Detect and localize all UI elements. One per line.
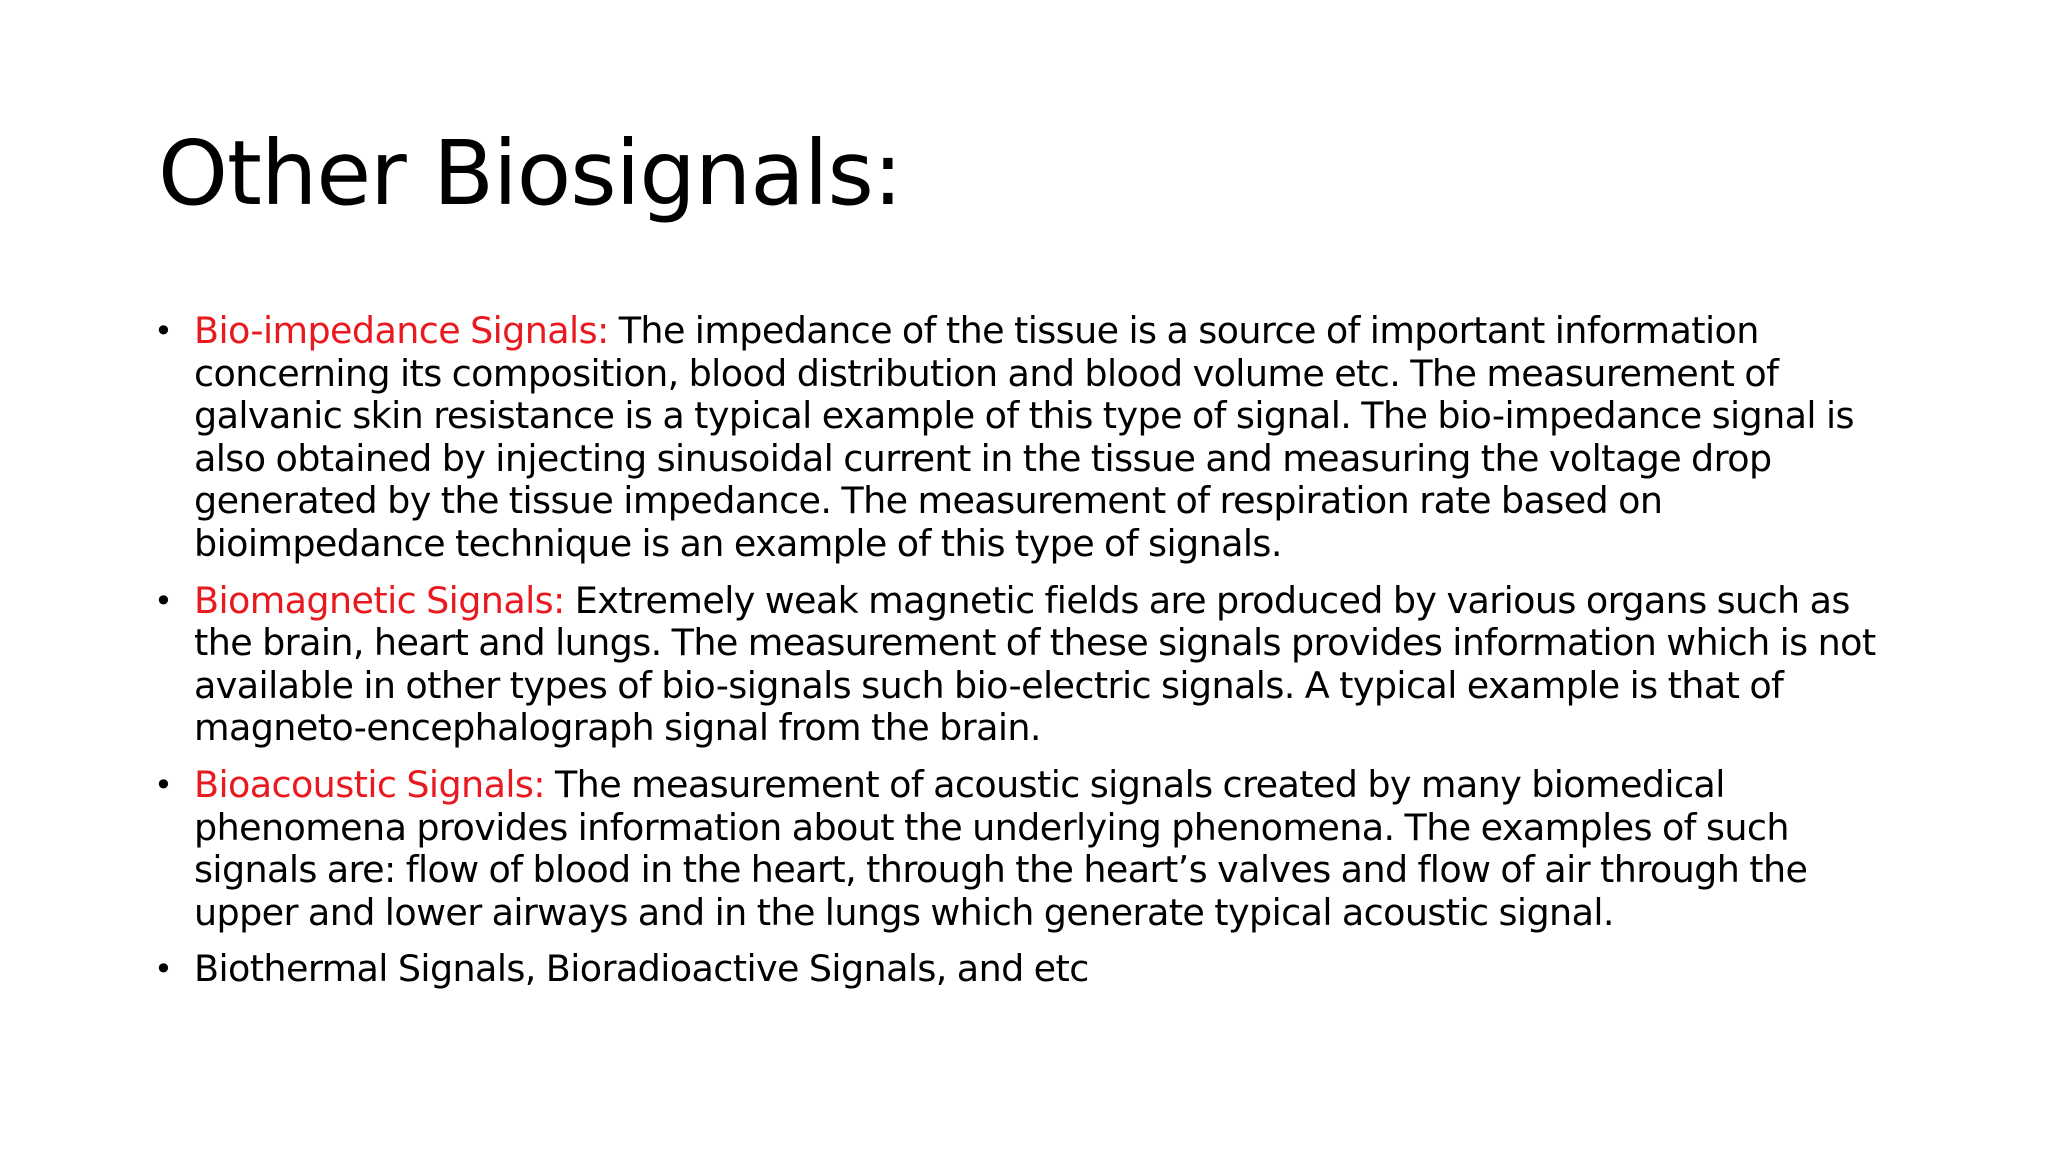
bullet-label: Bio-impedance Signals: [194, 309, 609, 352]
bullet-text: Extremely weak magnetic fields are produced by various organs such as the brain, heart and lungs. The measurement of these signals provides information which is not available in other types of bio-signals such bio-electric signals. A typical example is that of magneto-encephalograph signal from the brain. [194, 578, 1876, 750]
bullet-item-other [150, 948, 1910, 991]
bullet-text: Biothermal Signals, Bioradioactive Signals, and etc [194, 947, 1089, 991]
bullet-text: The impedance of the tissue is a source of important information concerning its composition, blood distribution and blood volume etc. The measurement of galvanic skin resistance is a typical example of this type of signal. The bio-impedance signal is also obtained by injecting sinusoidal current in the tissue and measuring the voltage drop generated by the tissue impedance. The measurement of respiration rate based on bioimpedance technique is an example of this type of signals. [194, 309, 1854, 565]
bullet-list [150, 310, 1910, 1005]
bullet-label: Bioacoustic Signals: [194, 762, 545, 806]
bullet-item-bioacoustic [150, 764, 1910, 934]
bullet-dot-icon: • [154, 312, 173, 350]
bullet-dot-icon: • [154, 765, 173, 804]
bullet-item-biomagnetic [150, 580, 1910, 750]
slide-title: Other Biosignals: [158, 121, 902, 225]
bullet-item-bio-impedance [150, 310, 1910, 566]
bullet-dot-icon: • [154, 581, 173, 620]
bullet-label: Biomagnetic Signals: [194, 578, 565, 622]
bullet-dot-icon: • [154, 950, 173, 989]
bullet-text: The measurement of acoustic signals created by many biomedical phenomena provides information about the underlying phenomena. The examples of such signals are: flow of blood in the heart, through the heart’s valves and flow of air through the upper and lower airways and in the lungs which generate typical acoustic signal. [194, 762, 1808, 934]
